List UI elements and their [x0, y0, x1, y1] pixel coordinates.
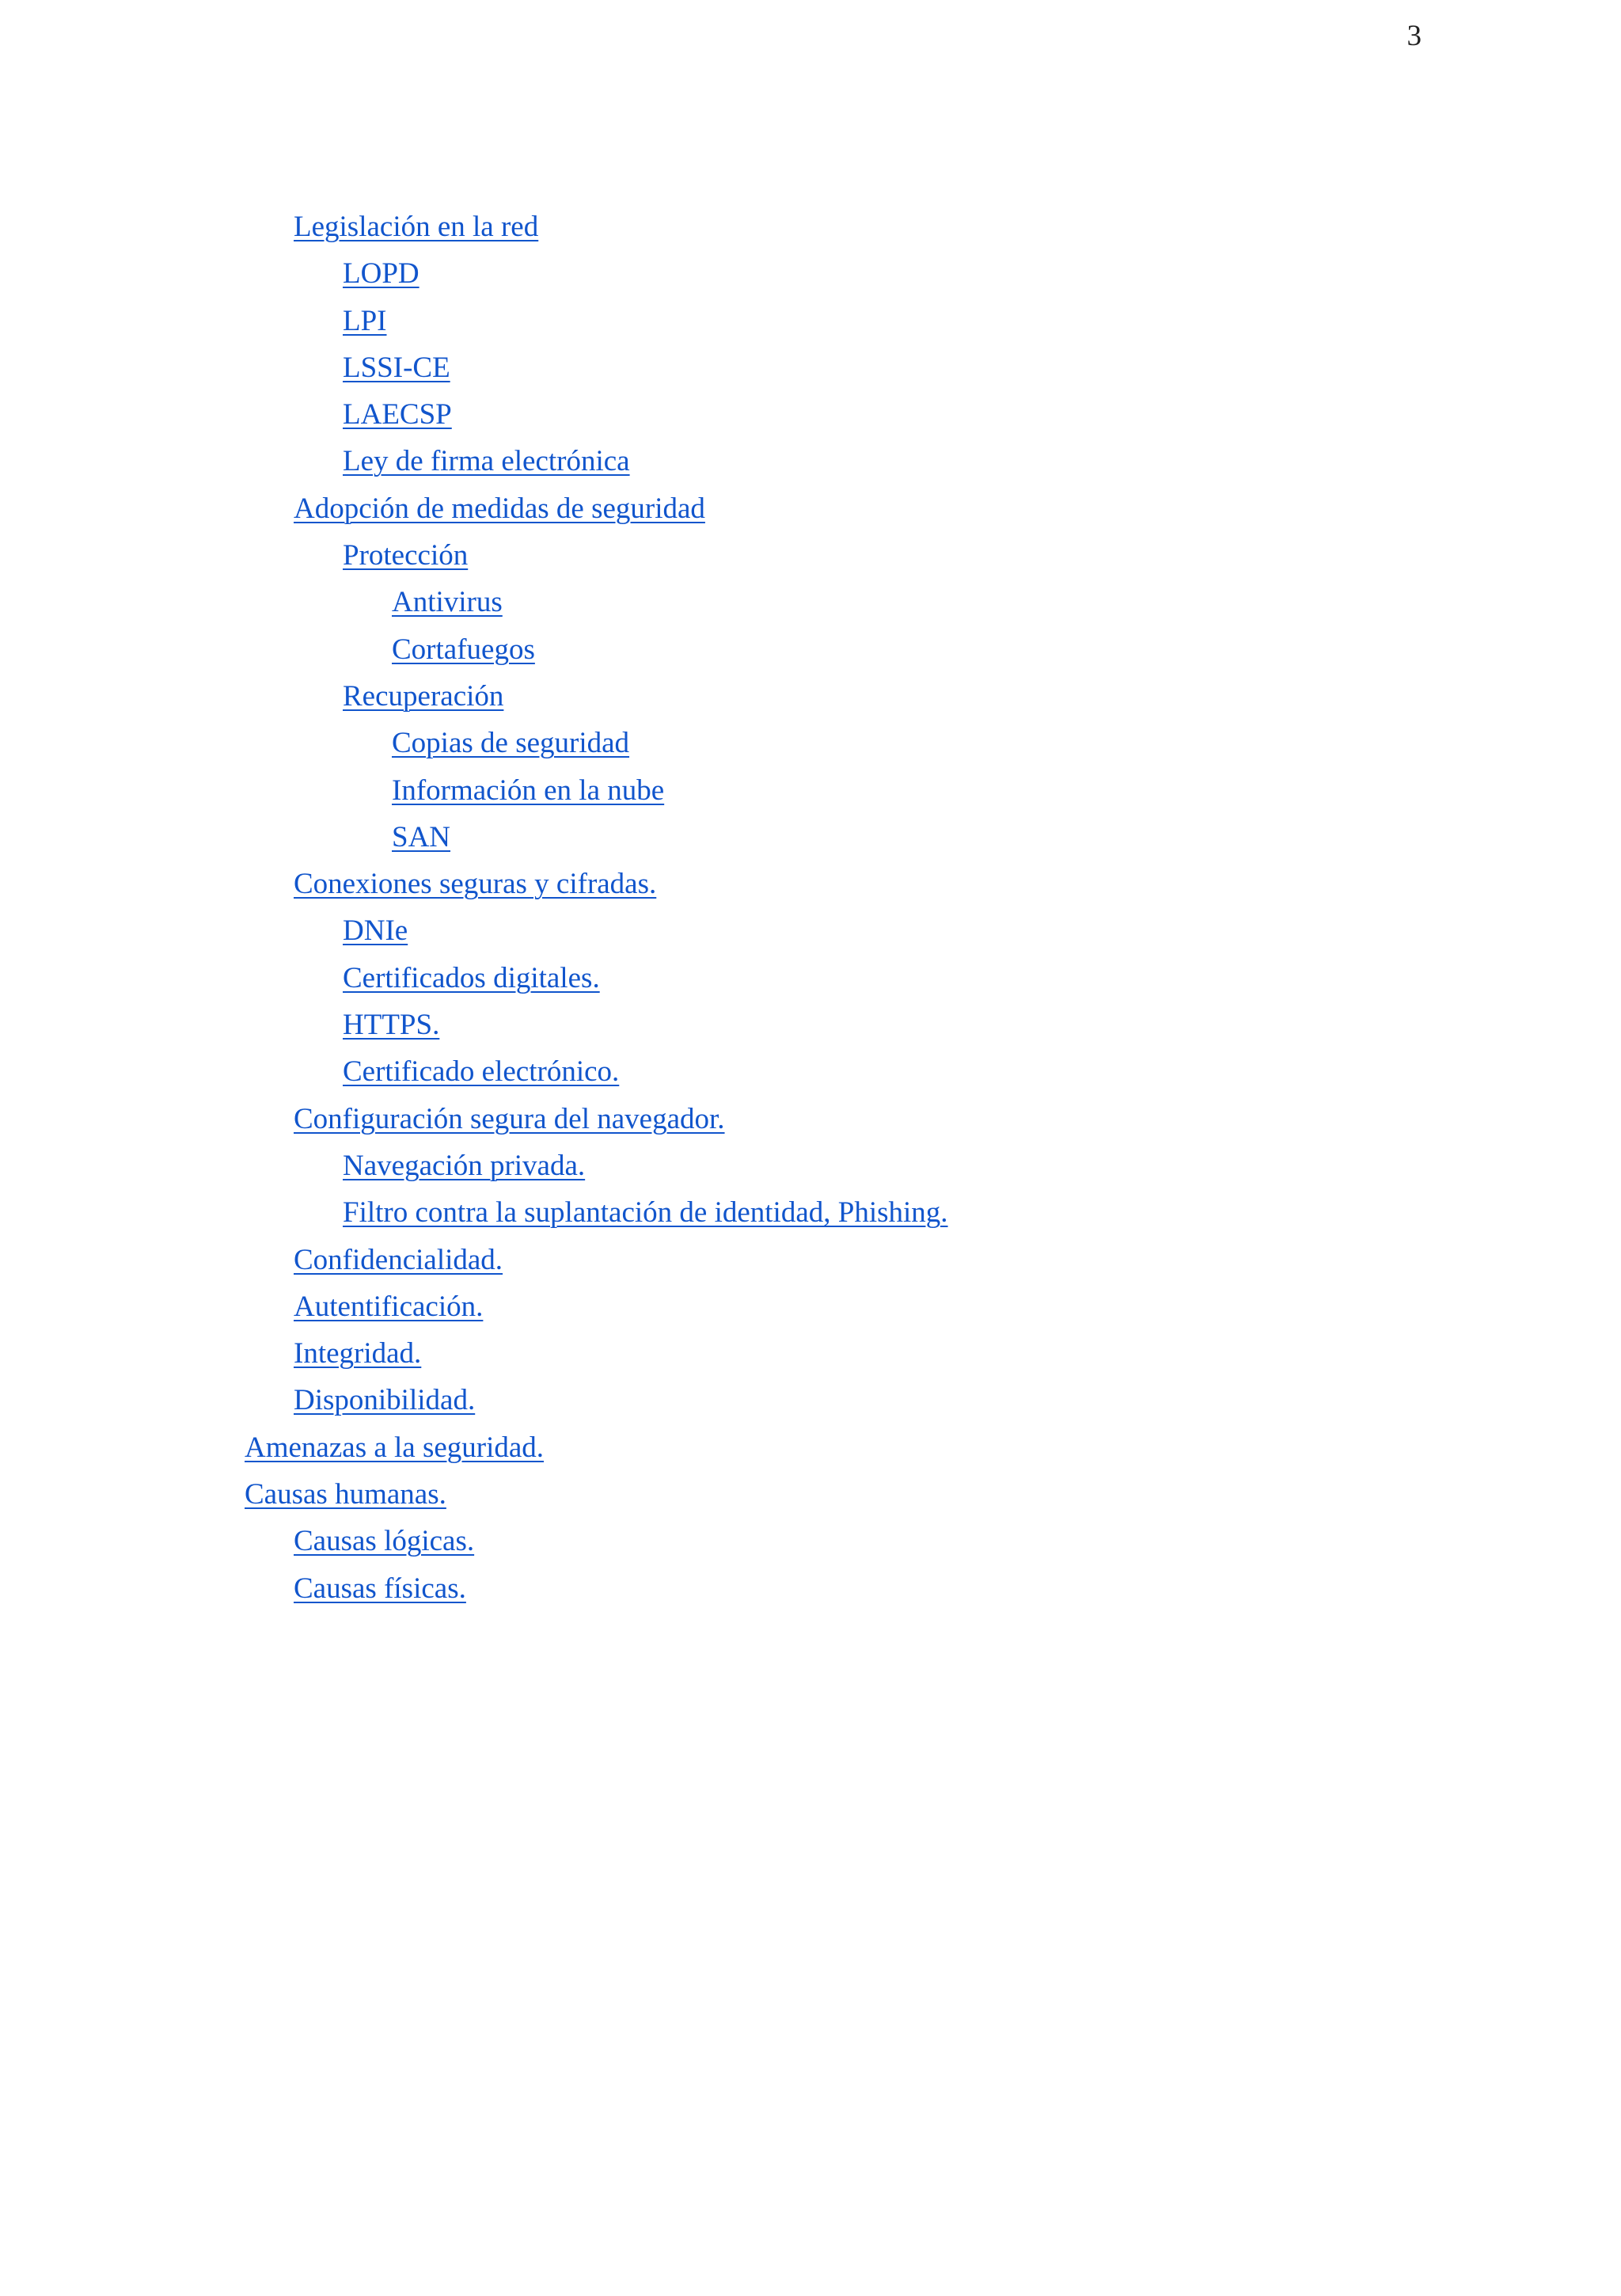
- toc-link[interactable]: Adopción de medidas de seguridad: [294, 492, 705, 525]
- toc-link[interactable]: LAECSP: [343, 398, 452, 431]
- toc-link[interactable]: HTTPS.: [343, 1009, 440, 1042]
- toc-link[interactable]: Navegación privada.: [343, 1149, 586, 1182]
- table-of-contents: [245, 203, 1432, 1612]
- toc-link[interactable]: Configuración segura del navegador.: [294, 1102, 725, 1135]
- toc-link[interactable]: LPI: [343, 304, 387, 337]
- toc-link[interactable]: Certificados digitales.: [343, 961, 600, 994]
- toc-link[interactable]: Filtro contra la suplantación de identidad, Phishing.: [343, 1196, 948, 1230]
- toc-link[interactable]: Copias de seguridad: [392, 727, 630, 760]
- toc-link[interactable]: Protección: [343, 539, 469, 572]
- toc-link[interactable]: Legislación en la red: [294, 211, 539, 243]
- toc-link[interactable]: Confidencialidad.: [294, 1243, 503, 1276]
- toc-link[interactable]: Cortafuegos: [392, 633, 535, 666]
- toc-link[interactable]: LSSI-CE: [343, 351, 450, 384]
- toc-link[interactable]: Ley de firma electrónica: [343, 445, 630, 478]
- toc-link[interactable]: Amenazas a la seguridad.: [245, 1431, 545, 1464]
- toc-link[interactable]: Recuperación: [343, 679, 504, 713]
- toc-link[interactable]: Disponibilidad.: [294, 1384, 476, 1417]
- toc-link[interactable]: Conexiones seguras y cifradas.: [294, 868, 657, 901]
- toc-link[interactable]: LOPD: [343, 257, 419, 291]
- toc-link[interactable]: SAN: [392, 820, 451, 853]
- toc-link[interactable]: Autentificación.: [294, 1290, 484, 1323]
- toc-link[interactable]: Causas lógicas.: [294, 1525, 475, 1558]
- toc-link[interactable]: DNIe: [343, 914, 408, 948]
- toc-link[interactable]: Causas humanas.: [245, 1478, 446, 1511]
- toc-link[interactable]: Integridad.: [294, 1337, 422, 1370]
- toc-link[interactable]: Información en la nube: [392, 774, 665, 807]
- toc-link[interactable]: Causas físicas.: [294, 1572, 466, 1605]
- toc-link[interactable]: Antivirus: [392, 586, 503, 619]
- toc-link[interactable]: Certificado electrónico.: [343, 1055, 620, 1089]
- page-number: 3: [1407, 20, 1422, 52]
